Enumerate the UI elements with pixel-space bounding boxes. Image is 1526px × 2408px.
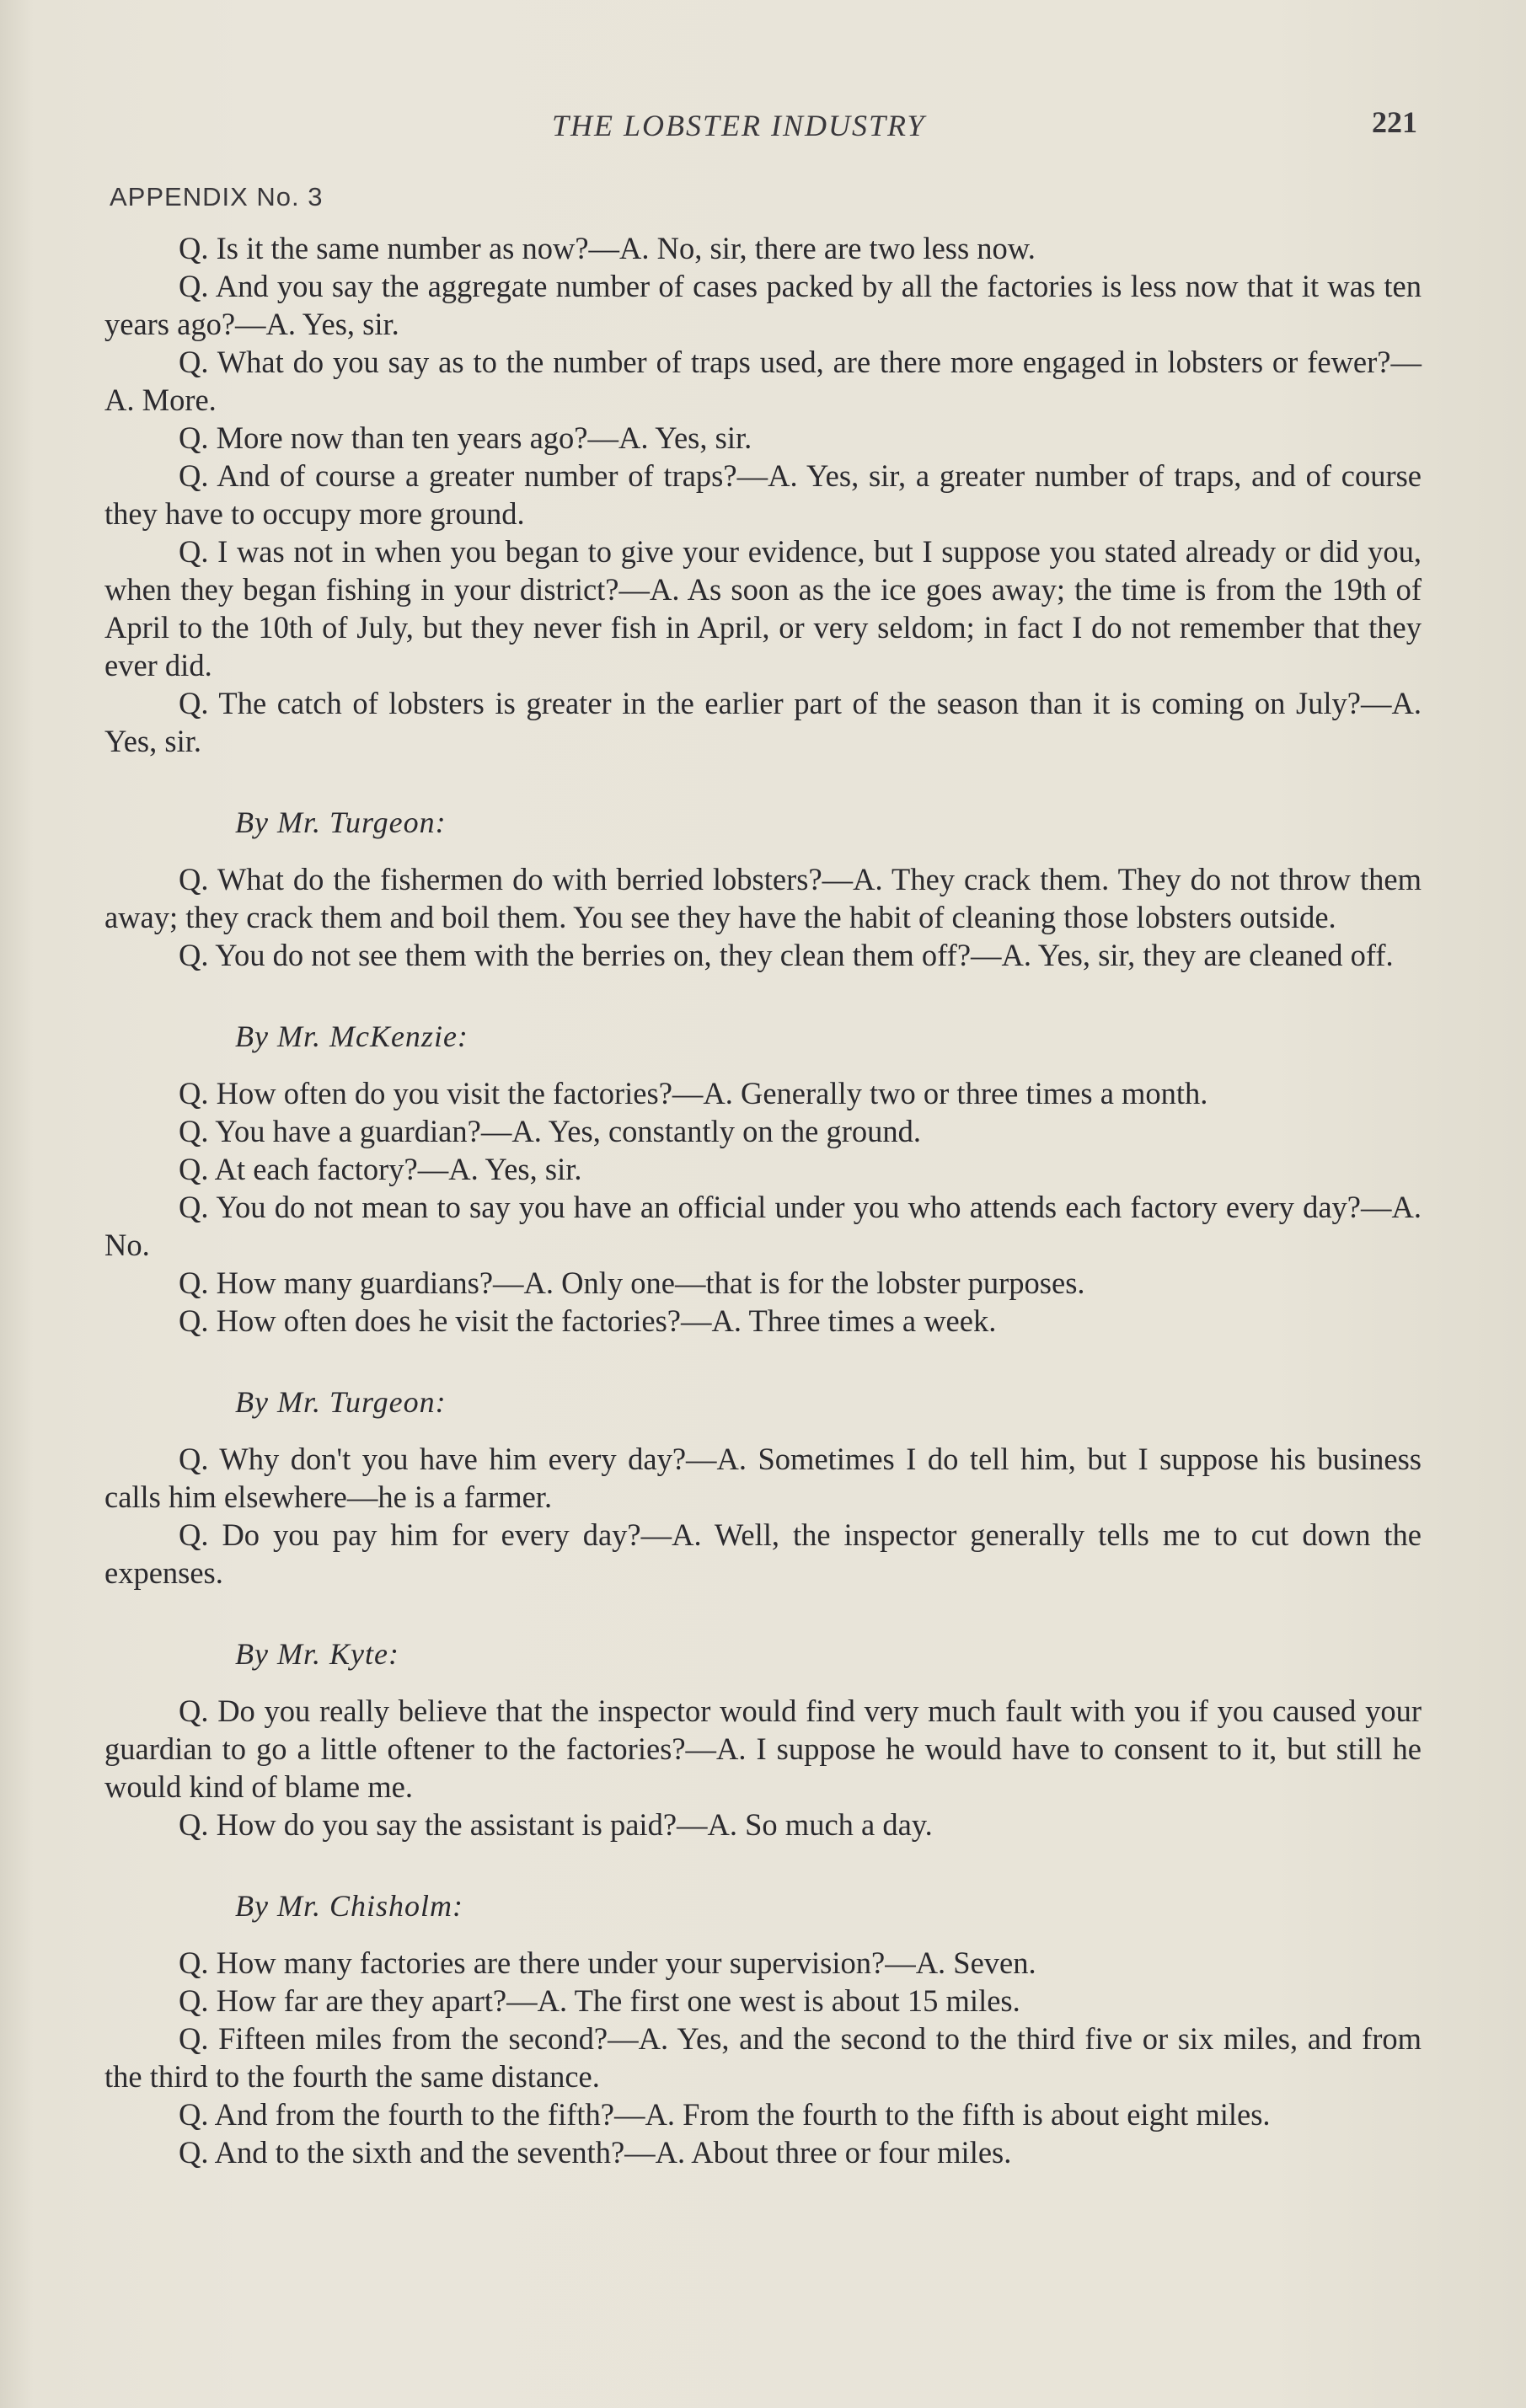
speaker-heading: By Mr. Chisholm:	[235, 1889, 463, 1923]
qa-paragraph: Q. You do not see them with the berries on, they clean them off?—A. Yes, sir, they are cleaned off.	[179, 938, 1394, 972]
qa-paragraph: Q. Is it the same number as now?—A. No, sir, there are two less now.	[179, 231, 1036, 265]
qa-paragraph: Q. How many factories are there under your supervision?—A. Seven.	[179, 1945, 1036, 1980]
qa-paragraph: Q. You do not mean to say you have an official under you who attends each factory every day?—A. No.	[104, 1190, 1422, 1262]
qa-paragraph: Q. How many guardians?—A. Only one—that is for the lobster purposes.	[179, 1266, 1085, 1300]
appendix-label: APPENDIX No. 3	[110, 182, 324, 211]
qa-paragraph: Q. What do you say as to the number of traps used, are there more engaged in lobsters or fewer?—A. More.	[104, 345, 1422, 417]
qa-paragraph: Q. Do you really believe that the inspector would find very much fault with you if you caused your guardian to go a little oftener to the factories?—A. I suppose he would have to consent to it, but still he would kind of blame me.	[104, 1694, 1422, 1804]
speaker-heading: By Mr. McKenzie:	[235, 1019, 469, 1053]
qa-paragraph: Q. You have a guardian?—A. Yes, constantly on the ground.	[179, 1114, 921, 1148]
qa-paragraph: Q. And to the sixth and the seventh?—A. About three or four miles.	[179, 2135, 1012, 2170]
speaker-heading: By Mr. Turgeon:	[235, 1385, 447, 1419]
qa-paragraph: Q. Why don't you have him every day?—A. Sometimes I do tell him, but I suppose his business calls him elsewhere—he is a farmer.	[104, 1442, 1422, 1514]
qa-paragraph: Q. How do you say the assistant is paid?—A. So much a day.	[179, 1807, 933, 1842]
qa-paragraph: Q. How often do you visit the factories?—A. Generally two or three times a month.	[179, 1076, 1208, 1110]
qa-paragraph: Q. And from the fourth to the fifth?—A. From the fourth to the fifth is about eight miles.	[179, 2097, 1271, 2132]
qa-paragraph: Q. And of course a greater number of traps?—A. Yes, sir, a greater number of traps, and of course they have to occupy more ground.	[104, 458, 1422, 531]
qa-paragraph: Q. At each factory?—A. Yes, sir.	[179, 1152, 582, 1186]
qa-paragraph: Q. How far are they apart?—A. The first one west is about 15 miles.	[179, 1983, 1020, 2018]
qa-paragraph: Q. Do you pay him for every day?—A. Well, the inspector generally tells me to cut down the expenses.	[104, 1517, 1422, 1590]
qa-paragraph: Q. The catch of lobsters is greater in the earlier part of the season than it is coming on July?—A. Yes, sir.	[104, 686, 1422, 758]
qa-paragraph: Q. I was not in when you began to give your evidence, but I suppose you stated already or did you, when they began fishing in your district?—A. As soon as the ice goes away; the time is from the 19th of April to the 10th of July, but they never fish in April, or very seldom; in fact I do not remember that they ever did.	[104, 534, 1422, 682]
qa-paragraph: Q. What do the fishermen do with berried lobsters?—A. They crack them. They do not throw them away; they crack them and boil them. You see they have the habit of cleaning those lobsters outside.	[104, 862, 1422, 934]
page-number: 221	[1372, 105, 1417, 139]
qa-paragraph: Q. And you say the aggregate number of cases packed by all the factories is less now that it was ten years ago?—A. Yes, sir.	[104, 269, 1422, 341]
qa-paragraph: Q. More now than ten years ago?—A. Yes, sir.	[179, 420, 752, 455]
speaker-heading: By Mr. Turgeon:	[235, 805, 447, 839]
qa-paragraph: Q. Fifteen miles from the second?—A. Yes, and the second to the third five or six miles, and from the third to the fourth the same distance.	[104, 2021, 1422, 2094]
qa-paragraph: Q. How often does he visit the factories?—A. Three times a week.	[179, 1303, 997, 1338]
speaker-heading: By Mr. Kyte:	[235, 1637, 399, 1671]
running-title: THE LOBSTER INDUSTRY	[552, 109, 926, 142]
transcript-body	[104, 229, 1422, 2171]
